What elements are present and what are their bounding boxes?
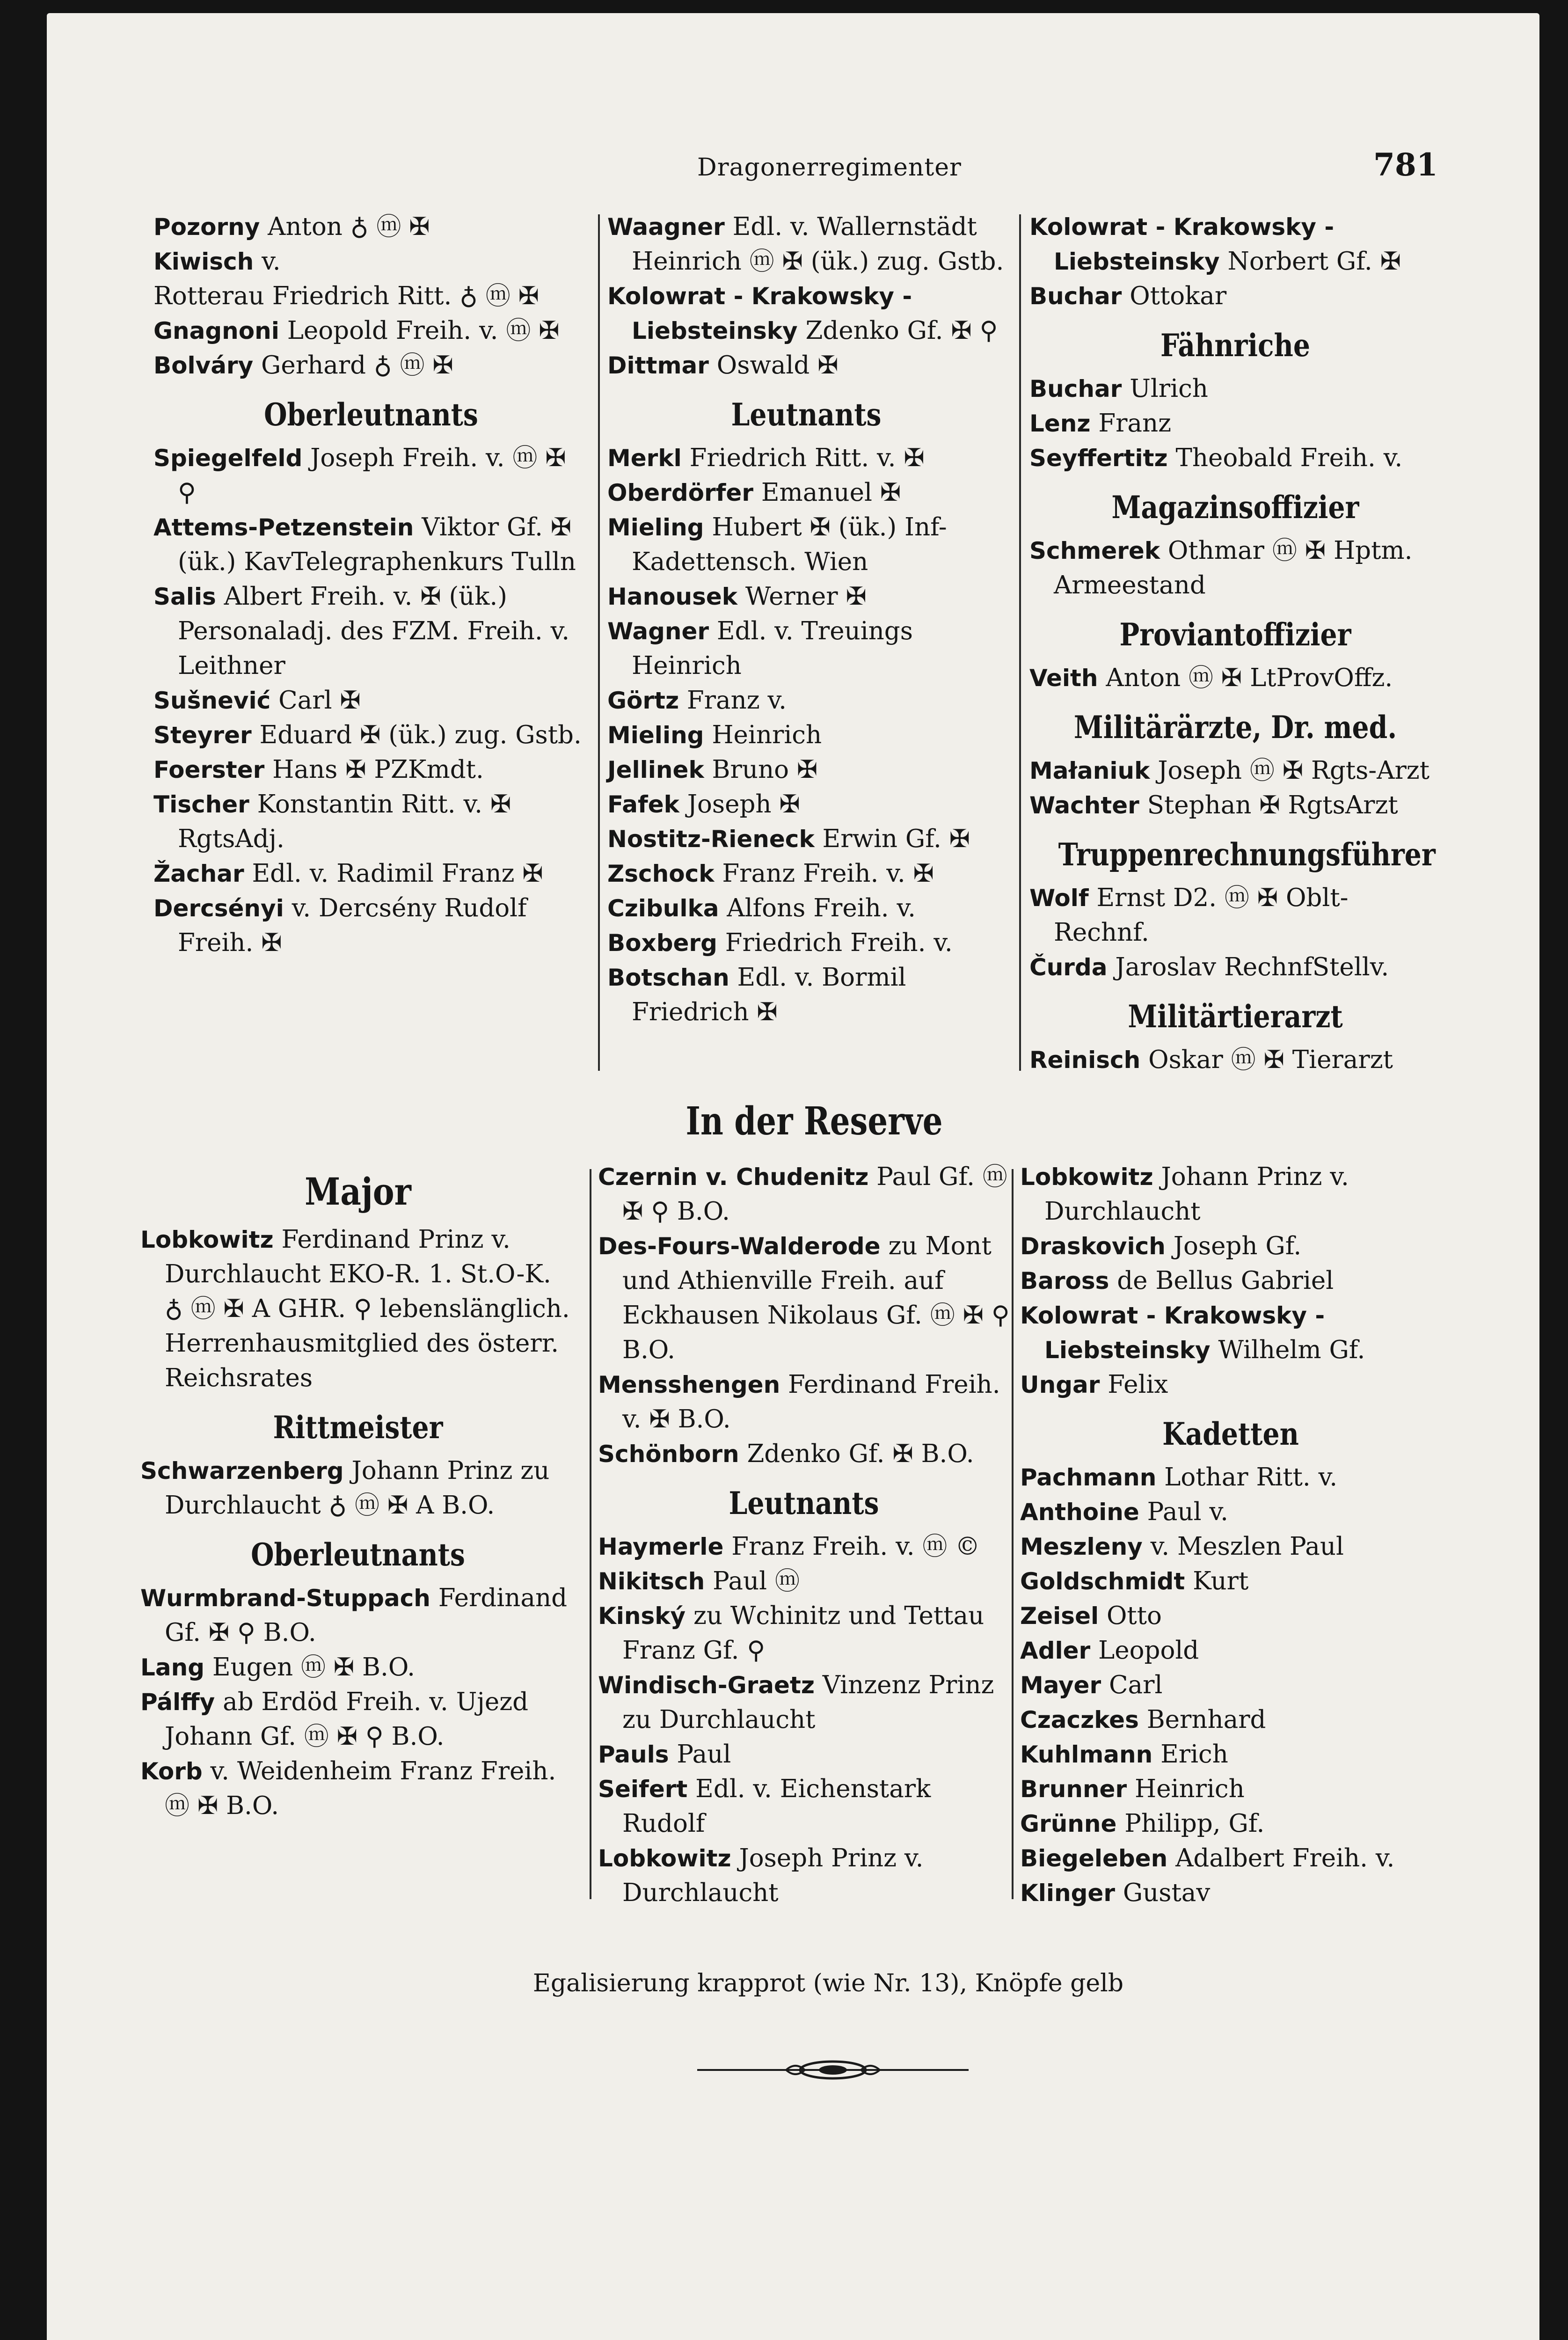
entry-details: Oskar ⓜ ✠ Tierarzt [1140, 1046, 1393, 1074]
surname: Kinský [598, 1602, 686, 1630]
roster-entry [1029, 753, 1441, 788]
surname: Korb [140, 1758, 203, 1785]
surname: Pozorny [153, 213, 260, 241]
roster-entry [153, 348, 589, 383]
entry-details: ab Erdöd Freih. v. Ujezd Johann Gf. ⓜ ✠ ⚲ B.O. [165, 1688, 529, 1751]
entry-details: Paul [669, 1740, 731, 1769]
surname: Des-Fours-Walderode [598, 1233, 881, 1260]
entry-details: Johann Prinz zu Durchlaucht ♁ ⓜ ✠ A B.O. [165, 1456, 550, 1520]
surname: Kiwisch [153, 248, 254, 275]
roster-entry [1020, 1599, 1441, 1633]
surname: Pachmann [1020, 1464, 1157, 1491]
roster-entry [1020, 1564, 1441, 1599]
roster-entry [598, 1160, 1010, 1229]
rank-heading: Rittmeister [273, 1409, 443, 1446]
footer-note: Egalisierung krapprot (wie Nr. 13), Knöpfe gelb [532, 1969, 1124, 1997]
entry-details: Anton ⓜ ✠ LtProvOffz. [1098, 664, 1393, 692]
entry-details: Joseph ⓜ ✠ Rgts-Arzt [1150, 756, 1430, 785]
surname: Wagner [607, 618, 709, 645]
entry-details: Leopold [1090, 1636, 1199, 1665]
entry-details: Carl [1101, 1671, 1163, 1699]
rank-heading: Leutnants [731, 396, 882, 433]
roster-entry [607, 718, 1005, 753]
entry-details: Johann Prinz v. Durchlaucht [1044, 1163, 1349, 1226]
roster-entry [598, 1599, 1010, 1668]
surname: Zschock [607, 860, 715, 887]
entry-details: Joseph Prinz v. Durchlaucht [622, 1844, 924, 1907]
roster-entry [1020, 1495, 1441, 1529]
surname: Bolváry [153, 352, 254, 379]
entry-details: Ernst D2. ⓜ ✠ Oblt-Rechnf. [1054, 884, 1349, 947]
surname: Czaczkes [1020, 1706, 1139, 1733]
surname: Lobkowitz [140, 1226, 274, 1253]
roster-entry [1020, 1160, 1441, 1229]
surname: Małaniuk [1029, 757, 1150, 784]
surname: Meszleny [1020, 1533, 1143, 1560]
roster-entry [153, 891, 589, 960]
entry-details: Edl. v. Eichenstark Rudolf [622, 1775, 931, 1838]
roster-entry [153, 683, 589, 718]
entry-details: Stephan ✠ RgtsArzt [1139, 791, 1398, 819]
roster-entry [1020, 1703, 1441, 1737]
surname: Lenz [1029, 410, 1091, 437]
entry-details: Wilhelm Gf. [1210, 1336, 1365, 1364]
ornament-rule [693, 2056, 973, 2084]
book-page [47, 13, 1539, 2340]
surname: Wachter [1029, 792, 1139, 819]
surname: Mieling [607, 722, 704, 749]
surname: Wolf [1029, 885, 1089, 912]
surname: Lobkowitz [598, 1845, 731, 1872]
entry-details: Viktor Gf. ✠ (ük.) KavTelegraphenkurs Tulln [178, 513, 576, 576]
entry-details: Bruno ✠ [704, 755, 818, 784]
roster-entry [153, 279, 589, 314]
surname: Grünne [1020, 1810, 1117, 1837]
surname: Czibulka [607, 895, 719, 922]
surname: Botschan [607, 964, 729, 991]
surname: Tischer [153, 791, 249, 818]
surname: Pálffy [140, 1689, 215, 1716]
roster-entry [1020, 1841, 1441, 1876]
roster-entry [1029, 441, 1441, 475]
rank-heading: Leutnants [729, 1485, 879, 1521]
surname: Nikitsch [598, 1568, 705, 1595]
entry-details: de Bellus Gabriel [1109, 1266, 1334, 1295]
entry-details: Ottokar [1122, 282, 1227, 310]
roster-entry [607, 960, 1005, 1030]
entry-details: Paul Gf. ⓜ ✠ ⚲ B.O. [622, 1163, 1007, 1226]
roster-entry [598, 1529, 1010, 1564]
roster-entry [1020, 1772, 1441, 1806]
entry-details: Paul ⓜ [705, 1567, 800, 1595]
surname: Spiegelfeld [153, 445, 303, 472]
rank-heading: Truppenrechnungsführer [1058, 836, 1436, 873]
surname: Waagner [607, 213, 725, 241]
entry-details: Felix [1100, 1370, 1168, 1399]
surname: Brunner [1020, 1776, 1127, 1803]
surname: Gnagnoni [153, 317, 279, 344]
roster-entry [607, 510, 1005, 579]
entry-details: Heinrich [1127, 1775, 1245, 1803]
reserve-column-1 [140, 1155, 576, 1823]
roster-entry [598, 1367, 1010, 1437]
surname: Mensshengen [598, 1371, 780, 1398]
roster-entry [607, 475, 1005, 510]
roster-entry [607, 787, 1005, 822]
entry-details: Albert Freih. v. ✠ (ük.) Personaladj. des FZM. Freih. v. Leithner [178, 582, 570, 680]
surname: Schönborn [598, 1441, 739, 1468]
surname: Čurda [1029, 954, 1108, 981]
roster-entry [1029, 406, 1441, 441]
entry-details: Ferdinand Gf. ✠ ⚲ B.O. [165, 1584, 568, 1647]
entry-details: Norbert Gf. ✠ [1219, 247, 1401, 276]
entry-details: Carl ✠ [270, 686, 361, 715]
surname: Goldschmidt [1020, 1568, 1185, 1595]
entry-details: zu Wchinitz und Tettau Franz Gf. ⚲ [622, 1601, 985, 1665]
entry-details: v. Meszlen Paul [1142, 1532, 1344, 1561]
entry-details: Anton ♁ ⓜ ✠ [260, 212, 430, 241]
roster-entry [598, 1437, 1010, 1471]
roster-entry [153, 244, 589, 279]
roster-entry [140, 1754, 576, 1823]
roster-entry [1020, 1876, 1441, 1910]
roster-entry [153, 510, 589, 579]
entry-details: Franz v. [679, 686, 787, 715]
roster-entry [607, 614, 1005, 683]
surname: Steyrer [153, 722, 252, 749]
roster-entry [607, 753, 1005, 787]
roster-entry [607, 348, 1005, 383]
surname: Haymerle [598, 1533, 724, 1560]
surname: Kuhlmann [1020, 1741, 1153, 1768]
roster-entry [1029, 210, 1441, 279]
surname: Czernin v. Chudenitz [598, 1163, 869, 1191]
entry-details: Hubert ✠ (ük.) Inf-Kadettensch. Wien [632, 513, 947, 576]
entry-details: Leopold Freih. v. ⓜ ✠ [279, 316, 560, 345]
entry-details: Konstantin Ritt. v. ✠ RgtsAdj. [178, 790, 511, 853]
roster-entry [1029, 534, 1441, 603]
roster-entry [1020, 1367, 1441, 1402]
entry-details: Werner ✠ [737, 582, 867, 611]
surname: Boxberg [607, 929, 717, 957]
entry-details: Erwin Gf. ✠ [814, 825, 970, 853]
surname: Pauls [598, 1741, 669, 1768]
entry-details: v. [254, 247, 281, 276]
entry-details: Hans ✠ PZKmdt. [264, 755, 484, 784]
entry-details: Jaroslav RechnfStellv. [1107, 953, 1389, 981]
surname: Schmerek [1029, 537, 1160, 564]
roster-entry [1020, 1229, 1441, 1264]
roster-entry [607, 822, 1005, 856]
entry-details: Friedrich Freih. v. [717, 929, 953, 957]
top-column-3 [992, 210, 1441, 1077]
roster-entry [607, 683, 1005, 718]
entry-details: Vinzenz Prinz zu Durchlaucht [622, 1671, 994, 1734]
surname: Draskovich [1020, 1233, 1166, 1260]
entry-details: Ulrich [1122, 374, 1208, 403]
surname: Salis [153, 583, 216, 610]
surname: Baross [1020, 1267, 1109, 1294]
rank-heading: Militärtierarzt [1128, 998, 1343, 1035]
surname: Mayer [1020, 1672, 1101, 1699]
surname: Görtz [607, 687, 679, 714]
entry-details: Edl. v. Wallernstädt Heinrich ⓜ ✠ (ük.) zug. Gstb. [632, 212, 1004, 276]
roster-entry [607, 891, 1005, 926]
surname: Merkl [607, 445, 682, 472]
roster-entry [598, 1668, 1010, 1737]
roster-entry [153, 856, 589, 891]
entry-details: zu Mont und Athienville Freih. auf Eckhausen Nikolaus Gf. ⓜ ✠ ⚲ B.O. [622, 1232, 1010, 1364]
roster-entry [153, 579, 589, 683]
surname: Dercsényi [153, 895, 284, 922]
roster-entry [1020, 1298, 1441, 1367]
page-number: 781 [1373, 146, 1438, 183]
surname: Biegeleben [1020, 1845, 1168, 1872]
entry-details: v. Weidenheim Franz Freih. ⓜ ✠ B.O. [165, 1757, 556, 1820]
roster-entry [1020, 1460, 1441, 1495]
rank-heading: Oberleutnants [251, 1536, 465, 1573]
entry-details: Ferdinand Freih. v. ✠ B.O. [622, 1370, 1000, 1433]
surname: Buchar [1029, 375, 1122, 402]
roster-entry [140, 1650, 576, 1685]
surname: Seyffertitz [1029, 445, 1168, 472]
surname: Wurmbrand-Stuppach [140, 1585, 430, 1612]
roster-entry [1029, 881, 1441, 950]
surname: Veith [1029, 665, 1098, 692]
roster-entry [153, 441, 589, 510]
surname: Žachar [153, 860, 244, 887]
rank-heading: Magazinsoffizier [1111, 489, 1359, 526]
entry-details: Othmar ⓜ ✠ Hptm. Armeestand [1054, 536, 1413, 600]
surname: Sušnević [153, 687, 271, 714]
entry-details: Edl. v. Treuings Heinrich [632, 617, 913, 680]
surname: Anthoine [1020, 1499, 1139, 1526]
top-column-2 [570, 210, 1005, 1030]
roster-entry [153, 753, 589, 787]
roster-entry [1020, 1633, 1441, 1668]
entry-details: Lothar Ritt. v. [1156, 1463, 1338, 1492]
roster-entry [607, 210, 1005, 279]
surname: Seifert [598, 1776, 688, 1803]
roster-entry [598, 1772, 1010, 1841]
entry-details: Erich [1152, 1740, 1228, 1769]
entry-details: Joseph Freih. v. ⓜ ✠ ⚲ [178, 444, 566, 507]
roster-entry [153, 787, 589, 856]
roster-entry [607, 441, 1005, 475]
entry-details: Theobald Freih. v. [1167, 444, 1403, 472]
surname: Reinisch [1029, 1046, 1141, 1074]
surname: Schwarzenberg [140, 1457, 344, 1484]
surname: Kolowrat - Krakowsky - Liebsteinsky [607, 283, 912, 344]
roster-entry [607, 926, 1005, 960]
roster-entry [1029, 279, 1441, 314]
roster-entry [598, 1737, 1010, 1772]
surname: Nostitz-Rieneck [607, 826, 815, 853]
reserve-column-2 [561, 1160, 1010, 1910]
surname: Attems-Petzenstein [153, 514, 414, 541]
rank-heading: Major [305, 1170, 411, 1214]
roster-entry [1029, 372, 1441, 406]
surname: Windisch-Graetz [598, 1672, 815, 1699]
roster-entry [1029, 1043, 1441, 1077]
surname: Lobkowitz [1020, 1163, 1153, 1191]
roster-entry [153, 718, 589, 753]
roster-entry [1020, 1264, 1441, 1298]
entry-details: Friedrich Ritt. v. ✠ [681, 444, 925, 472]
entry-details: Adalbert Freih. v. [1167, 1844, 1395, 1872]
rank-heading: Oberleutnants [264, 396, 478, 433]
entry-details: Gerhard ♁ ⓜ ✠ [253, 351, 453, 380]
roster-entry [140, 1454, 576, 1523]
surname: Foerster [153, 756, 265, 783]
roster-entry [607, 279, 1005, 348]
roster-entry [1029, 950, 1441, 985]
rank-heading: Proviantoffizier [1119, 616, 1351, 653]
entry-details: Edl. v. Bormil Friedrich ✠ [632, 963, 906, 1026]
entry-details: Philipp, Gf. [1116, 1809, 1265, 1838]
roster-entry [1020, 1806, 1441, 1841]
surname: Dittmar [607, 352, 709, 379]
surname: Hanousek [607, 583, 738, 610]
entry-details: Joseph Gf. [1165, 1232, 1302, 1260]
roster-entry [1029, 788, 1441, 823]
entry-details: Paul v. [1139, 1498, 1228, 1526]
entry-details: v. Dercsény Rudolf Freih. ✠ [178, 894, 527, 957]
entry-details: Otto [1099, 1601, 1162, 1630]
entry-details: Eugen ⓜ ✠ B.O. [204, 1653, 416, 1682]
entry-details: Joseph ✠ [679, 790, 800, 819]
entry-details: Zdenko Gf. ✠ B.O. [739, 1440, 974, 1468]
surname: Buchar [1029, 283, 1122, 310]
entry-details: Gustav [1115, 1879, 1211, 1907]
roster-entry [140, 1581, 576, 1650]
roster-entry [153, 210, 589, 244]
roster-entry [598, 1229, 1010, 1367]
entry-details: Edl. v. Radimil Franz ✠ [244, 859, 543, 888]
surname: Lang [140, 1654, 204, 1681]
running-head: Dragonerregimenter [697, 154, 962, 182]
surname: Zeisel [1020, 1602, 1099, 1630]
entry-details: Rotterau Friedrich Ritt. ♁ ⓜ ✠ [153, 282, 539, 310]
roster-entry [607, 856, 1005, 891]
entry-details: Eduard ✠ (ük.) zug. Gstb. [251, 721, 582, 749]
entry-details: Franz [1090, 409, 1172, 438]
surname: Klinger [1020, 1879, 1115, 1907]
entry-details: Heinrich [704, 721, 822, 749]
roster-entry [1020, 1737, 1441, 1772]
entry-details: Emanuel ✠ [753, 478, 901, 507]
surname: Oberdörfer [607, 479, 753, 506]
roster-entry [598, 1564, 1010, 1599]
roster-entry [1020, 1668, 1441, 1703]
roster-entry [1020, 1529, 1441, 1564]
rank-heading: Fähnriche [1160, 327, 1310, 364]
entry-details: Franz Freih. v. ✠ [714, 859, 934, 888]
section-title-reserve: In der Reserve [686, 1099, 943, 1144]
surname: Ungar [1020, 1371, 1100, 1398]
roster-entry [140, 1222, 576, 1396]
entry-details: Kurt [1185, 1567, 1249, 1595]
surname: Kolowrat - Krakowsky - Liebsteinsky [1029, 213, 1335, 275]
surname: Fafek [607, 791, 679, 818]
entry-details: Franz Freih. v. ⓜ © [723, 1532, 980, 1561]
entry-details: Bernhard [1138, 1705, 1266, 1734]
roster-entry [598, 1841, 1010, 1910]
rank-heading: Militärärzte, Dr. med. [1073, 709, 1397, 746]
roster-entry [153, 314, 589, 348]
reserve-column-3 [983, 1160, 1441, 1910]
surname: Kolowrat - Krakowsky - Liebsteinsky [1020, 1302, 1325, 1364]
entry-details: Oswald ✠ [708, 351, 839, 380]
roster-entry [140, 1685, 576, 1754]
surname: Jellinek [607, 756, 704, 783]
entry-details: Ferdinand Prinz v. Durchlaucht EKO-R. 1. St.O-K. ♁ ⓜ ✠ A GHR. ⚲ lebenslänglich. Herrenhausmitglied des österr. Reichsrates [165, 1225, 570, 1392]
entry-details: Alfons Freih. v. [719, 894, 916, 922]
surname: Adler [1020, 1637, 1091, 1664]
rank-heading: Kadetten [1162, 1416, 1299, 1452]
roster-entry [607, 579, 1005, 614]
entry-details: Zdenko Gf. ✠ ⚲ [797, 316, 998, 345]
top-column-1 [153, 210, 589, 960]
roster-entry [1029, 661, 1441, 695]
surname: Mieling [607, 514, 704, 541]
